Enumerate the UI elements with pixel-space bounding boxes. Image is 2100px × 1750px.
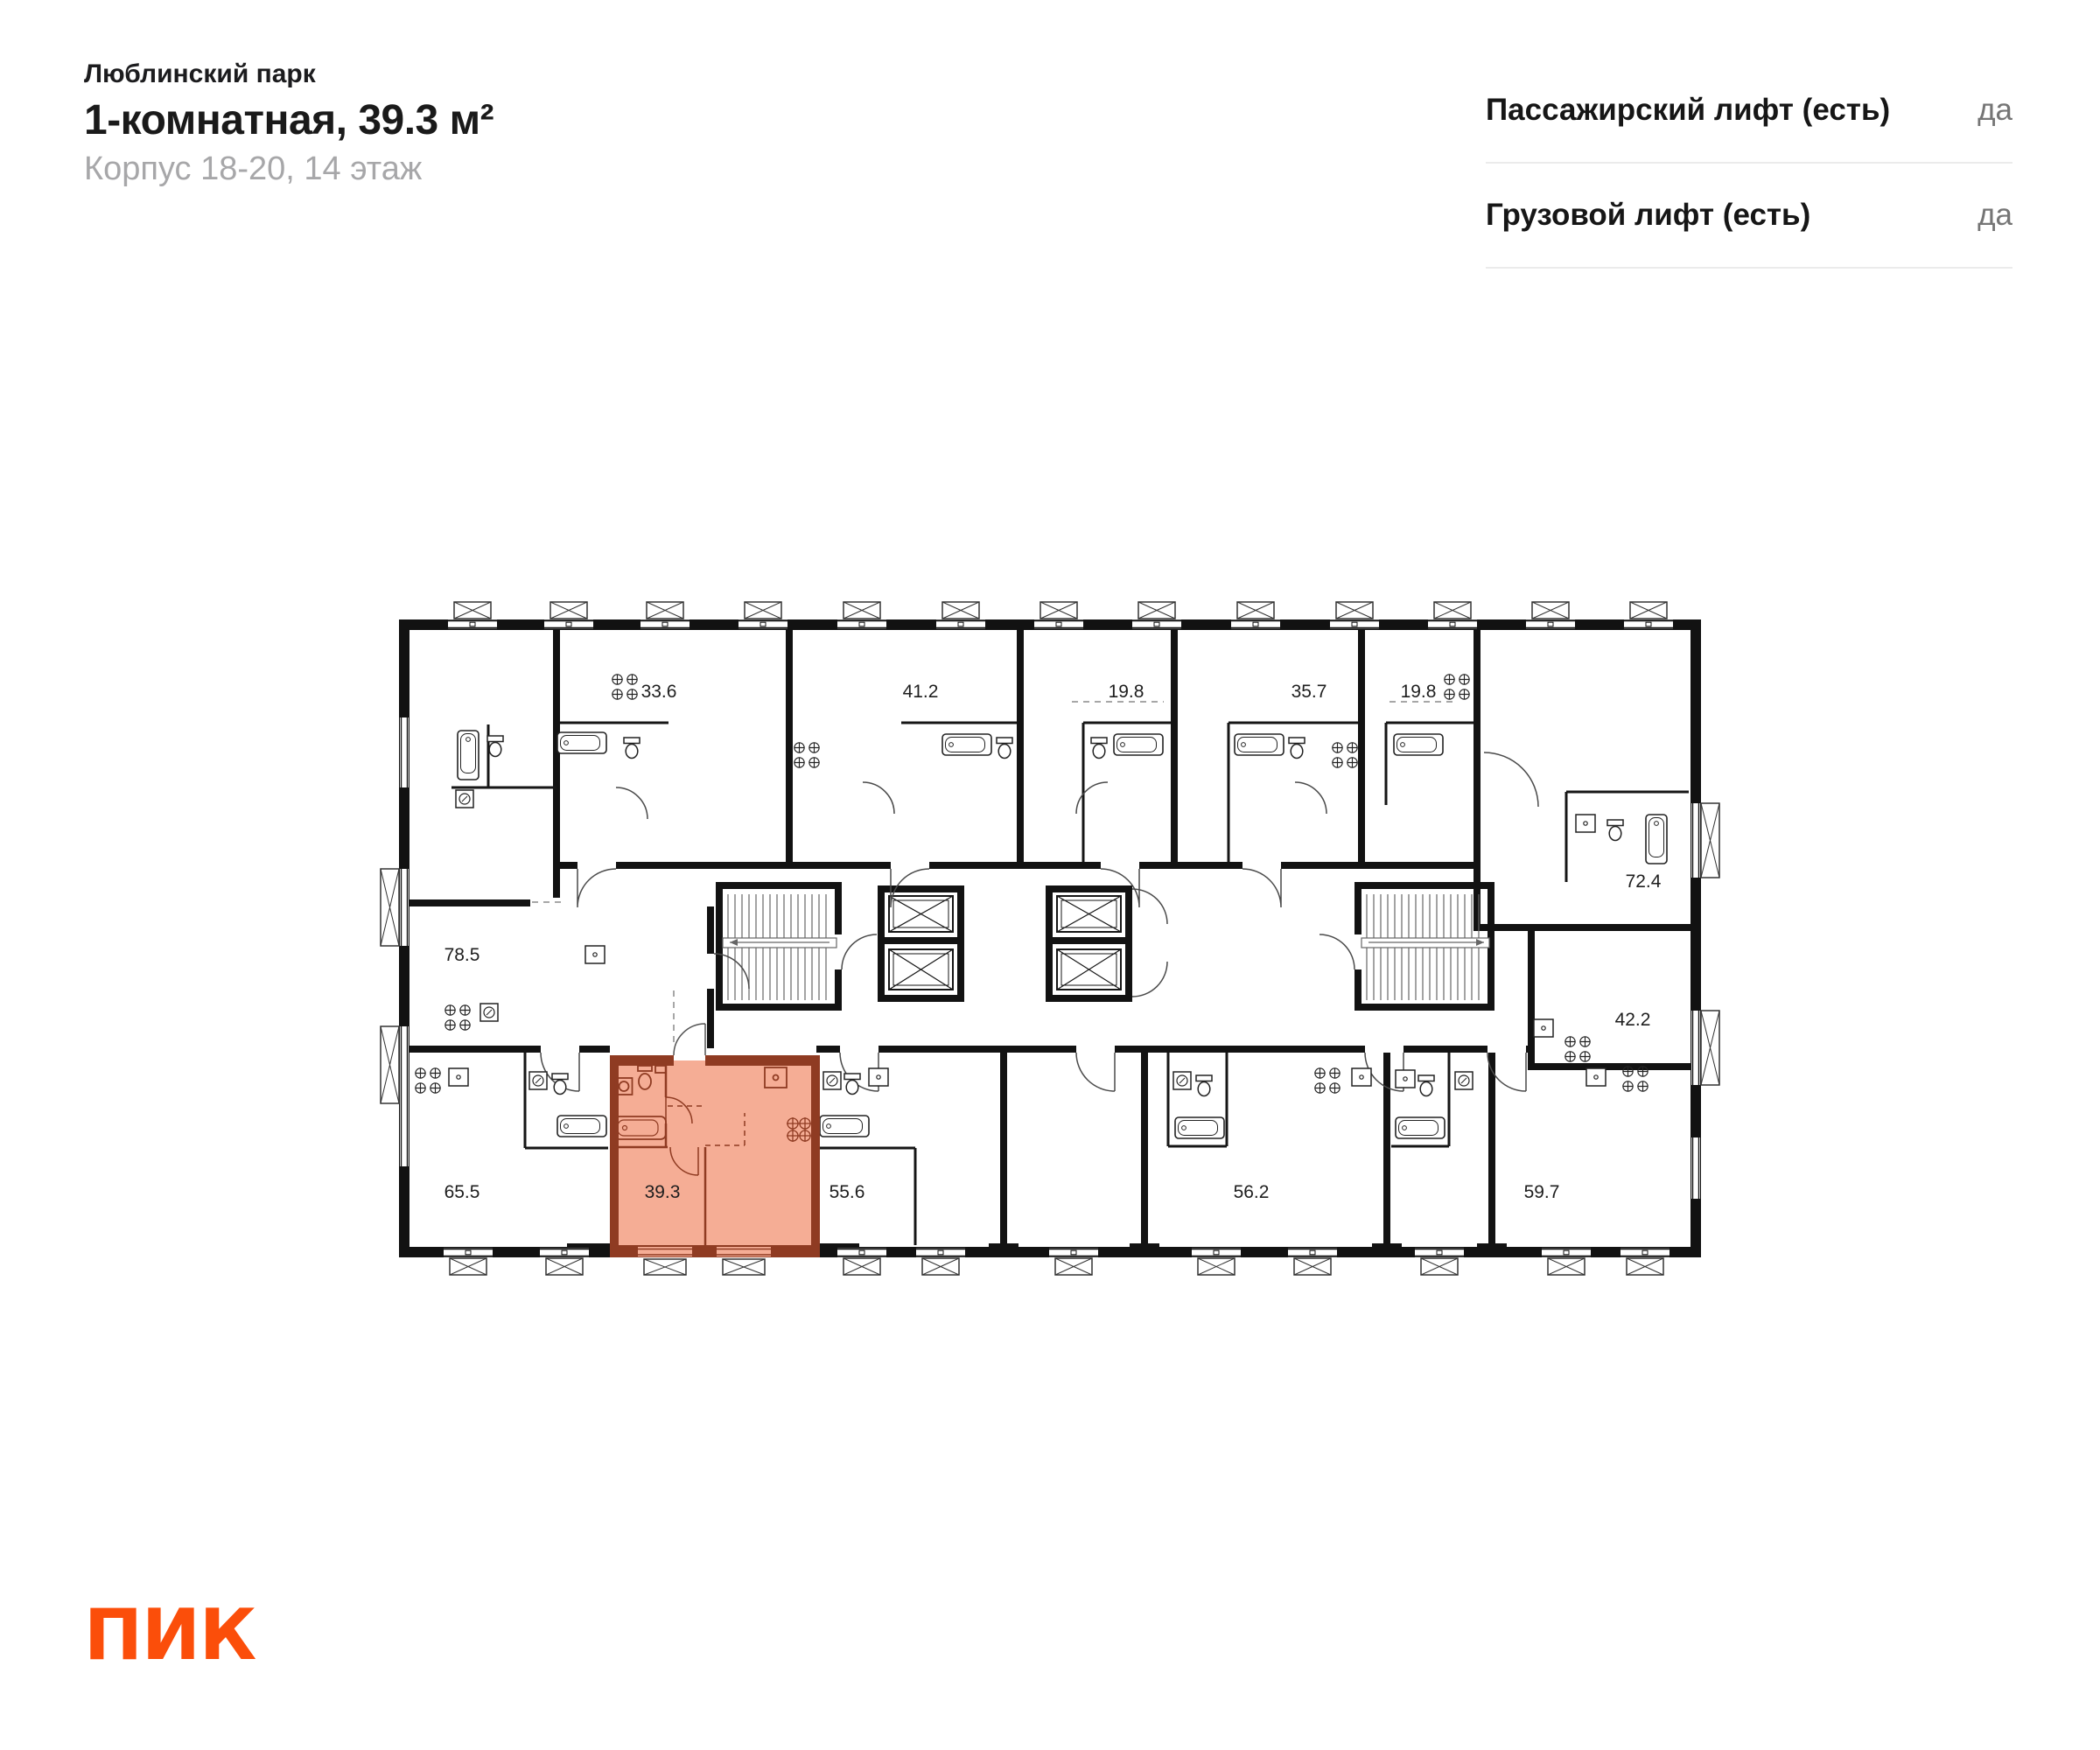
area-label: 59.7 bbox=[1523, 1182, 1560, 1202]
page-subtitle: Корпус 18-20, 14 этаж bbox=[84, 150, 423, 187]
area-label: 78.5 bbox=[444, 945, 480, 965]
area-label: 65.5 bbox=[444, 1182, 480, 1202]
area-label: 33.6 bbox=[640, 682, 677, 702]
area-label: 41.2 bbox=[902, 682, 939, 702]
door-arcs bbox=[541, 752, 1538, 1091]
area-label: 72.4 bbox=[1625, 872, 1662, 892]
lift-row-label: Грузовой лифт (есть) bbox=[1486, 198, 1811, 232]
area-label: 19.8 bbox=[1400, 682, 1437, 702]
staircase-right bbox=[1362, 894, 1489, 1000]
staircase-left bbox=[723, 894, 836, 1000]
wall-opening bbox=[530, 898, 565, 908]
walls bbox=[399, 620, 1701, 1257]
area-label: 42.2 bbox=[1614, 1010, 1651, 1030]
lift-info-table bbox=[1486, 91, 2012, 269]
pik-logo[interactable]: ПИК bbox=[84, 1594, 256, 1676]
lift-row-value: да bbox=[1978, 93, 2012, 127]
page-title: 1-комнатная, 39.3 м² bbox=[84, 97, 494, 144]
area-label: 19.8 bbox=[1108, 682, 1144, 702]
area-label: 35.7 bbox=[1291, 682, 1327, 702]
lift-row-cargo bbox=[1486, 164, 2012, 269]
highlighted-unit[interactable] bbox=[610, 1024, 820, 1257]
lift-row-label: Пассажирский лифт (есть) bbox=[1486, 93, 1891, 127]
dashed-lines bbox=[532, 702, 1454, 1043]
area-label: 55.6 bbox=[829, 1182, 865, 1202]
area-label: 56.2 bbox=[1233, 1182, 1270, 1202]
area-label: 39.3 bbox=[644, 1182, 681, 1202]
lift-row-value: да bbox=[1978, 198, 2012, 232]
project-name: Люблинский парк bbox=[84, 60, 316, 88]
floor-plan bbox=[376, 595, 1724, 1286]
lift-row-passenger bbox=[1486, 91, 2012, 164]
